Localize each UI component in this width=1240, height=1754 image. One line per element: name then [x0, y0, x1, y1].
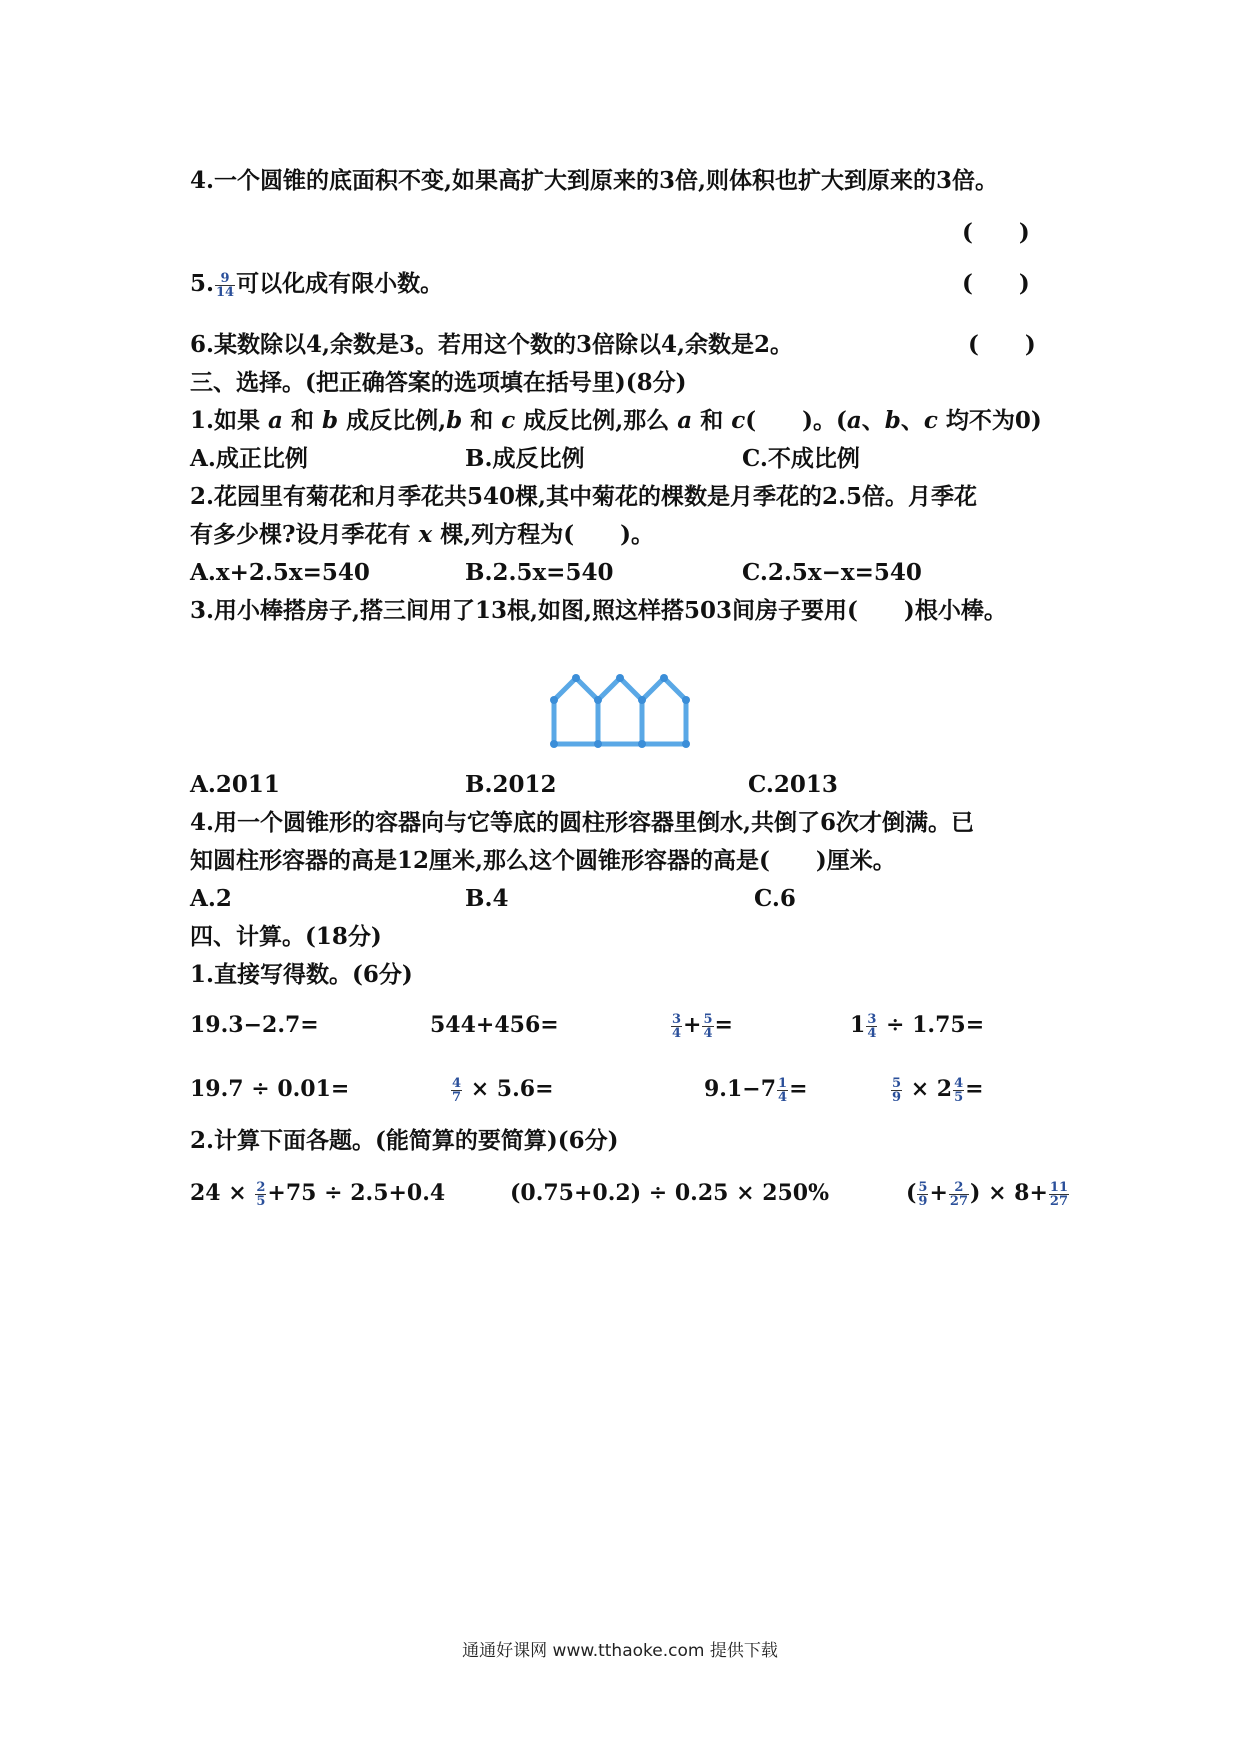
choice-q2-line2: 有多少棵?设月季花有 x 棵,列方程为( )。 — [190, 521, 655, 548]
choice-q2-option-c[interactable]: C.2.5x−x=540 — [742, 559, 922, 586]
answer-paren-q5[interactable]: ( ) — [962, 270, 1030, 297]
choice-q3-option-b[interactable]: B.2012 — [465, 771, 557, 798]
choice-q1-option-c[interactable]: C.不成比例 — [742, 445, 860, 472]
choice-q2-option-a[interactable]: A.x+2.5x=540 — [190, 559, 370, 586]
fraction: $\frac{9}{14}$ — [216, 270, 235, 300]
calc-r3-c1: 24 × $\frac{2}{5}$ +75 ÷ 2.5+0.4 — [190, 1179, 446, 1209]
answer-paren-q4[interactable]: ( ) — [962, 219, 1030, 246]
calc-r2-c1: 19.7 ÷ 0.01= — [190, 1076, 350, 1102]
section4-sub2: 2.计算下面各题。(能简算的要简算)(6分) — [190, 1127, 619, 1154]
choice-q4-option-b[interactable]: B.4 — [465, 885, 509, 912]
choice-q3: 3.用小棒搭房子,搭三间用了13根,如图,照这样搭503间房子要用( )根小棒。 — [190, 597, 1007, 624]
choice-q1: 1.如果 a 和 b 成反比例,b 和 c 成反比例,那么 a 和 c( )。(a、b、c 均不为0) — [190, 407, 1042, 434]
choice-q4-option-a[interactable]: A.2 — [190, 885, 232, 912]
choice-q3-option-a[interactable]: A.2011 — [190, 771, 280, 798]
section3-title: 三、选择。(把正确答案的选项填在括号里)(8分) — [190, 369, 687, 396]
calc-r1-c2: 544+456= — [430, 1012, 559, 1038]
choice-q2-line1: 2.花园里有菊花和月季花共540棵,其中菊花的棵数是月季花的2.5倍。月季花 — [190, 483, 978, 510]
judgment-q4: 4.一个圆锥的底面积不变,如果高扩大到原来的3倍,则体积也扩大到原来的3倍。 — [190, 167, 999, 194]
calc-r3-c2: (0.75+0.2) ÷ 0.25 × 250% — [510, 1180, 830, 1206]
answer-paren-q6[interactable]: ( ) — [968, 331, 1036, 358]
calc-r1-c1: 19.3−2.7= — [190, 1012, 319, 1038]
calc-r3-c3: ( $\frac{5}{9}$ + $\frac{2}{27}$ ) × 8+ $\frac{11}{27}$ — [906, 1179, 1068, 1209]
calc-r2-c4: $\frac{5}{9}$ × 2 $\frac{4}{5}$ = — [892, 1075, 984, 1105]
calc-r1-c3: $\frac{3}{4}$ + $\frac{5}{4}$ = — [672, 1011, 733, 1041]
judgment-q6: 6.某数除以4,余数是3。若用这个数的3倍除以4,余数是2。 — [190, 331, 794, 358]
choice-q4-line2: 知圆柱形容器的高是12厘米,那么这个圆锥形容器的高是( )厘米。 — [190, 847, 896, 874]
matchstick-houses-figure — [548, 672, 708, 752]
choice-q4-line1: 4.用一个圆锥形的容器向与它等底的圆柱形容器里倒水,共倒了6次才倒满。已 — [190, 809, 975, 836]
choice-q2-option-b[interactable]: B.2.5x=540 — [465, 559, 614, 586]
choice-q1-option-a[interactable]: A.成正比例 — [190, 445, 308, 472]
section4-title: 四、计算。(18分) — [190, 923, 382, 950]
choice-q3-option-c[interactable]: C.2013 — [748, 771, 838, 798]
section4-sub1: 1.直接写得数。(6分) — [190, 961, 413, 988]
calc-r2-c3: 9.1−7 $\frac{1}{4}$ = — [704, 1075, 808, 1105]
calc-r1-c4: 1 $\frac{3}{4}$ ÷ 1.75= — [850, 1011, 985, 1041]
footer-source: 通通好课网 www.tthaoke.com 提供下载 — [462, 1641, 778, 1661]
judgment-q5: 5. $\frac{9}{14}$ 可以化成有限小数。 — [190, 270, 444, 300]
calc-r2-c2: $\frac{4}{7}$ × 5.6= — [452, 1075, 554, 1105]
choice-q4-option-c[interactable]: C.6 — [754, 885, 796, 912]
choice-q1-option-b[interactable]: B.成反比例 — [465, 445, 585, 472]
